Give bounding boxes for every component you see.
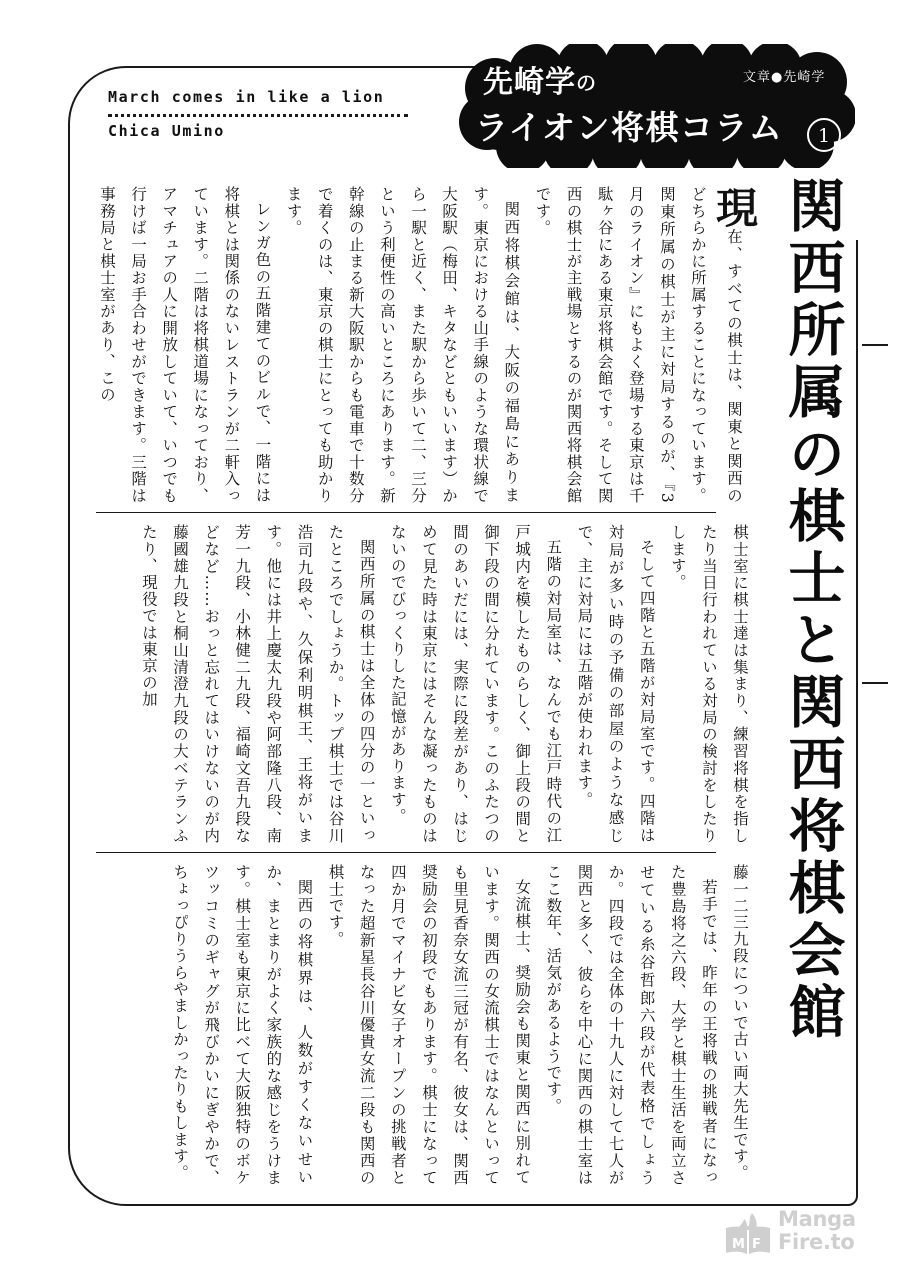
- paragraph: [724, 864, 755, 1186]
- section-divider-2: [96, 852, 716, 853]
- logo-letters: F: [752, 1237, 761, 1252]
- credits-block: [108, 88, 418, 140]
- page-title: 関西所属の棋士と関西将棋会館: [779, 176, 846, 1044]
- paragraph: [277, 186, 526, 504]
- credits-dotted-rule: [108, 111, 408, 117]
- paragraph: [319, 864, 537, 1186]
- drop-cap: 現: [710, 186, 759, 229]
- banner-columnist-name: [483, 57, 597, 101]
- paragraph-text: 若手では、昨年の王将戦の挑戦者になった豊島将之六段、大学と棋士生活を両立させている糸谷哲郎六段が代表格でしょうか。四段では全体の十九人に対して七人が関西と多く、彼らを中心に関西の棋士室はここ数年、活気があるようです。: [544, 864, 718, 1186]
- paragraph-text: 藤一二三九段についで古い両大先生です。: [731, 864, 749, 1182]
- paragraph: [133, 524, 382, 844]
- title-tick-upper: [862, 344, 888, 346]
- paragraph-text: 女流棋士、奨励会も関東と関西に別れています。関西の女流棋士ではなんといっても里見香奈女流三冠が有名、彼女は、関西奨励会の初段でもあります。棋士になって四か月でマイナビ女子オープンの挑戦者となった超新星長谷川優貴女流二段も関西の棋士です。: [326, 864, 532, 1186]
- paragraph-text: 関西の将棋界は、人数がすくないせいか、まとまりがよく家族的な感じをうけます。棋士室も東京に比べて大阪独特のボケツッコミのギャグが飛びかいにぎやかで、ちょっぴりうらやましかったりもします。: [171, 864, 314, 1186]
- paragraph-text: 棋士室に棋士達は集まり、練習将棋を指したり当日行われている対局の検討をしたりします。: [668, 524, 749, 844]
- body-section-3: [165, 864, 755, 1186]
- section-divider-1: [96, 512, 716, 513]
- series-title-en: March comes in like a lion: [108, 88, 385, 106]
- watermark-line-1: Manga: [778, 1207, 856, 1231]
- paragraph-text: 関西所属の棋士は全体の四分の一といったところでしょうか。トップ棋士では谷川浩司九段や、久保利明棋王、王将がいます。他には井上慶太九段や阿部隆八段、南芳一九段、小林健二九段、福崎文吾九段などなど……おっと忘れてはいけないのが内藤國雄九段と桐山清澄九段の大ベテランふたり、現役では東京の加: [139, 524, 376, 844]
- paragraph-text: 五階の対局室は、なんでも江戸時代の江戸城内を模したものらしく、御上段の間と御下段の間に分れています。このふたつの間のあいだには、実際に段差があり、はじめて見た時は東京にはそんな凝ったものはないのでびっくりした記憶があります。: [388, 524, 563, 844]
- header-banner: [455, 44, 855, 168]
- banner-text-group: [455, 44, 855, 168]
- logo-letters: M: [732, 1237, 745, 1252]
- banner-byline: 文章●先崎学: [743, 70, 826, 85]
- author-name-en: Chica Umino: [108, 122, 225, 140]
- paragraph: [537, 864, 724, 1186]
- paragraph: [91, 186, 278, 504]
- body-section-2: [139, 524, 755, 844]
- banner-column-title: ライオン将棋コラム: [475, 108, 784, 147]
- title-tick-lower: [862, 682, 888, 684]
- paragraph: [382, 524, 569, 844]
- paragraph-text: 関西将棋会館は、大阪の福島にあります。東京における山手線のような環状線で大阪駅（梅田、キタなどともいいます）から一駅と近く、また駅から歩いて二、三分という利便性の高いところにあります。新幹線の止まる新大阪駅からも電車で十数分で着くのは、東京の棋士にとっても助かります。: [284, 186, 521, 504]
- watermark-line-2: Fire.to: [778, 1230, 855, 1254]
- issue-number-badge: 1: [807, 118, 841, 152]
- paragraph: [568, 524, 661, 844]
- mangafire-logo-icon: [722, 1212, 774, 1258]
- banner-columnist-label: 先崎学: [483, 65, 576, 100]
- paragraph-text: レンガ色の五階建てのビルで、一階には将棋とは関係のないレストランが二軒入っています。二階は将棋道場になっており、アマチュアの人に開放していて、いつでも行けば一局お手合わせができます。三階は事務局と棋士室があり、この: [97, 186, 272, 504]
- paragraph: [662, 524, 755, 844]
- paragraph-text: そして四階と五階が対局室です。四階は対局が多い時の予備の部屋のような感じで、主に対局には五階が使われます。: [575, 524, 656, 844]
- paragraph: [526, 186, 759, 505]
- paragraph: [164, 864, 320, 1186]
- watermark-text: [778, 1208, 856, 1254]
- paragraph-text: 在、すべての棋士は、関東と関西のどちらかに所属することになっています。関東所属の棋士が主に対局するのが、『3月のライオン』にもよく登場する東京は千駄ヶ谷にある東京将棋会館です。そして関西の棋士が主戦場とするのが関西将棋会館です。: [533, 186, 743, 505]
- site-watermark: [722, 1206, 892, 1264]
- body-section-1: [97, 186, 759, 505]
- banner-particle: の: [576, 71, 597, 95]
